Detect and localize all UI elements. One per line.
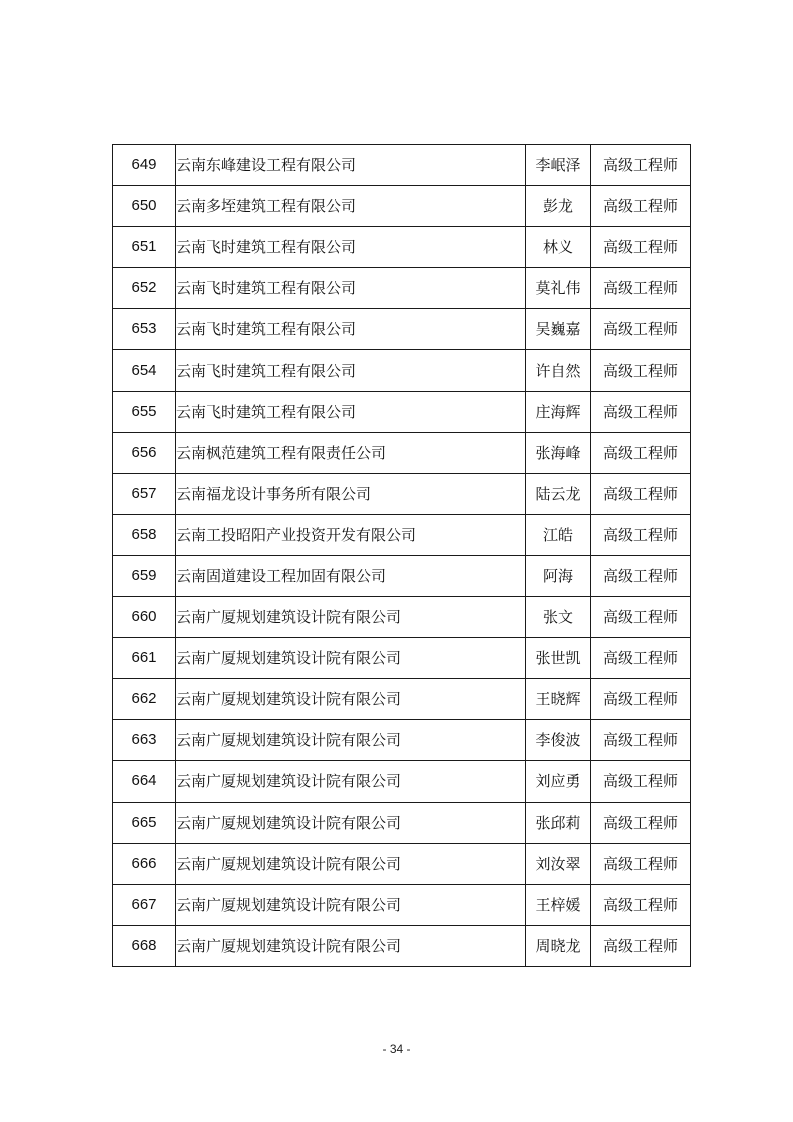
person-name: 刘应勇 [526, 761, 591, 802]
person-name: 庄海辉 [526, 391, 591, 432]
serial-number: 657 [113, 473, 176, 514]
table-row [113, 145, 691, 186]
person-name: 陆云龙 [526, 473, 591, 514]
company-name: 云南广厦规划建筑设计院有限公司 [176, 761, 526, 802]
table-row [113, 638, 691, 679]
person-name: 莫礼伟 [526, 268, 591, 309]
person-name: 张邱莉 [526, 802, 591, 843]
serial-number: 659 [113, 555, 176, 596]
company-name: 云南飞时建筑工程有限公司 [176, 309, 526, 350]
serial-number: 656 [113, 432, 176, 473]
person-name: 张文 [526, 597, 591, 638]
person-name: 王梓媛 [526, 884, 591, 925]
person-name: 阿海 [526, 555, 591, 596]
table-body [113, 145, 691, 967]
professional-title: 高级工程师 [591, 227, 691, 268]
company-name: 云南广厦规划建筑设计院有限公司 [176, 597, 526, 638]
serial-number: 655 [113, 391, 176, 432]
professional-title: 高级工程师 [591, 432, 691, 473]
professional-title: 高级工程师 [591, 597, 691, 638]
professional-title: 高级工程师 [591, 925, 691, 966]
table-row [113, 309, 691, 350]
person-name: 江皓 [526, 514, 591, 555]
company-name: 云南福龙设计事务所有限公司 [176, 473, 526, 514]
table-row [113, 391, 691, 432]
company-name: 云南固道建设工程加固有限公司 [176, 555, 526, 596]
company-name: 云南广厦规划建筑设计院有限公司 [176, 925, 526, 966]
serial-number: 666 [113, 843, 176, 884]
person-name: 李俊波 [526, 720, 591, 761]
serial-number: 654 [113, 350, 176, 391]
table-row [113, 186, 691, 227]
page-number: - 34 - [382, 1042, 411, 1056]
table-row [113, 679, 691, 720]
serial-number: 653 [113, 309, 176, 350]
serial-number: 665 [113, 802, 176, 843]
company-name: 云南工投昭阳产业投资开发有限公司 [176, 514, 526, 555]
professional-title: 高级工程师 [591, 761, 691, 802]
professional-title: 高级工程师 [591, 473, 691, 514]
professional-title: 高级工程师 [591, 350, 691, 391]
table-row [113, 432, 691, 473]
table-row [113, 350, 691, 391]
person-name: 张海峰 [526, 432, 591, 473]
professional-title: 高级工程师 [591, 884, 691, 925]
table-row [113, 761, 691, 802]
professional-title: 高级工程师 [591, 145, 691, 186]
professional-title: 高级工程师 [591, 391, 691, 432]
table-row [113, 802, 691, 843]
serial-number: 663 [113, 720, 176, 761]
company-name: 云南广厦规划建筑设计院有限公司 [176, 679, 526, 720]
table-row [113, 843, 691, 884]
serial-number: 649 [113, 145, 176, 186]
table-row [113, 925, 691, 966]
person-name: 彭龙 [526, 186, 591, 227]
serial-number: 650 [113, 186, 176, 227]
table-row [113, 720, 691, 761]
serial-number: 662 [113, 679, 176, 720]
table-row [113, 473, 691, 514]
professional-title: 高级工程师 [591, 268, 691, 309]
professional-title: 高级工程师 [591, 186, 691, 227]
professional-title: 高级工程师 [591, 309, 691, 350]
company-name: 云南飞时建筑工程有限公司 [176, 268, 526, 309]
table-row [113, 268, 691, 309]
person-name: 吴巍嘉 [526, 309, 591, 350]
serial-number: 658 [113, 514, 176, 555]
serial-number: 661 [113, 638, 176, 679]
person-name: 林义 [526, 227, 591, 268]
professional-title: 高级工程师 [591, 638, 691, 679]
professional-title: 高级工程师 [591, 679, 691, 720]
company-name: 云南飞时建筑工程有限公司 [176, 350, 526, 391]
table-row [113, 555, 691, 596]
person-name: 刘汝翠 [526, 843, 591, 884]
serial-number: 651 [113, 227, 176, 268]
serial-number: 668 [113, 925, 176, 966]
company-name: 云南枫范建筑工程有限责任公司 [176, 432, 526, 473]
serial-number: 660 [113, 597, 176, 638]
person-name: 王晓辉 [526, 679, 591, 720]
company-name: 云南广厦规划建筑设计院有限公司 [176, 720, 526, 761]
company-name: 云南广厦规划建筑设计院有限公司 [176, 843, 526, 884]
table-row [113, 597, 691, 638]
table-row [113, 884, 691, 925]
professional-title: 高级工程师 [591, 843, 691, 884]
serial-number: 652 [113, 268, 176, 309]
table-row [113, 227, 691, 268]
person-name: 张世凯 [526, 638, 591, 679]
person-name: 许自然 [526, 350, 591, 391]
professional-title: 高级工程师 [591, 802, 691, 843]
company-name: 云南广厦规划建筑设计院有限公司 [176, 802, 526, 843]
person-name: 周晓龙 [526, 925, 591, 966]
serial-number: 664 [113, 761, 176, 802]
company-name: 云南广厦规划建筑设计院有限公司 [176, 638, 526, 679]
company-name: 云南飞时建筑工程有限公司 [176, 227, 526, 268]
professional-title: 高级工程师 [591, 720, 691, 761]
serial-number: 667 [113, 884, 176, 925]
personnel-table [112, 144, 691, 967]
company-name: 云南东峰建设工程有限公司 [176, 145, 526, 186]
company-name: 云南飞时建筑工程有限公司 [176, 391, 526, 432]
company-name: 云南广厦规划建筑设计院有限公司 [176, 884, 526, 925]
professional-title: 高级工程师 [591, 514, 691, 555]
company-name: 云南多垤建筑工程有限公司 [176, 186, 526, 227]
professional-title: 高级工程师 [591, 555, 691, 596]
person-name: 李岷泽 [526, 145, 591, 186]
table-row [113, 514, 691, 555]
